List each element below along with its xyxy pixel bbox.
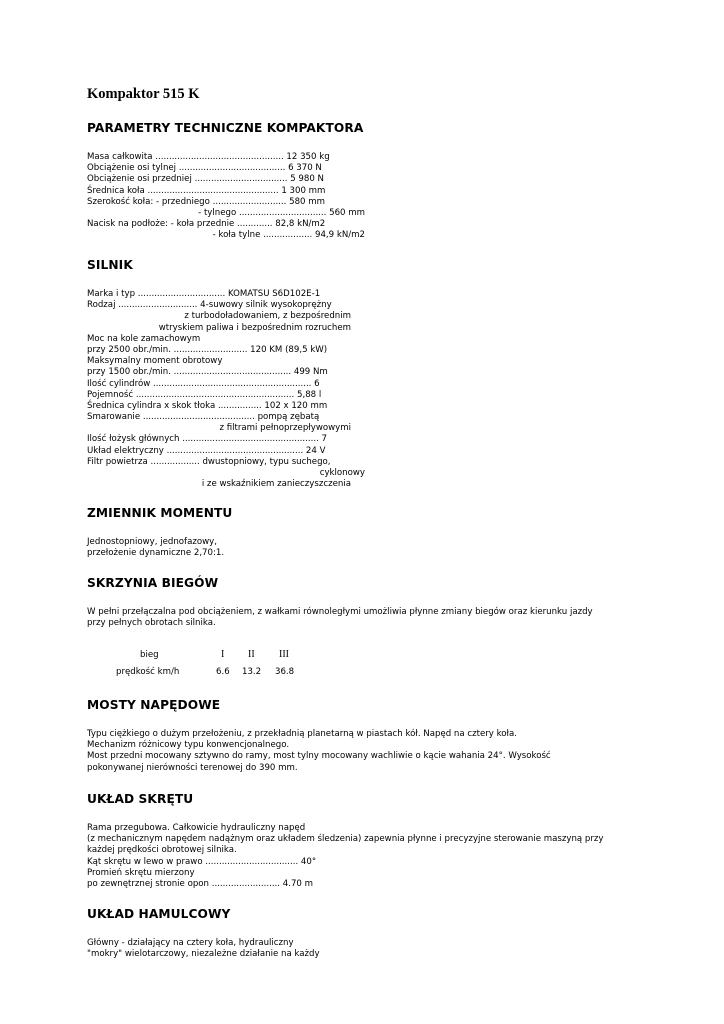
section-heading-silnik: SILNIK bbox=[87, 258, 133, 272]
text-line: Kąt skrętu w lewo w prawo .................................. 40° bbox=[87, 856, 317, 867]
spec-line: przy 1500 obr./min. ........................................... 499 Nm bbox=[87, 367, 328, 378]
spec-line: Obciążenie osi przedniej .................................. 5 980 N bbox=[87, 174, 324, 185]
text-line: Mechanizm różnicowy typu konwencjonalnego. bbox=[87, 740, 290, 751]
section-heading-mosty: MOSTY NAPĘDOWE bbox=[87, 698, 221, 712]
spec-line: Ilość łożysk głównych .................................................. 7 bbox=[87, 434, 327, 445]
spec-line: Smarowanie ......................................... pompą zębatą bbox=[87, 412, 320, 423]
text-line: (z mechanicznym napędem nadążnym oraz układem śledzenia) zapewnia płynne i precyzyjne sterowanie maszyną przy bbox=[87, 834, 604, 845]
spec-line: Moc na kole zamachowym bbox=[87, 333, 201, 344]
spec-line: Rodzaj ............................. 4-suwowy silnik wysokoprężny bbox=[87, 300, 332, 311]
paragraph-hamulce bbox=[87, 938, 639, 960]
spec-list-silnik bbox=[87, 289, 365, 490]
text-line: po zewnętrznej stronie opon ......................... 4.70 m bbox=[87, 878, 313, 889]
section-heading-parametry: PARAMETRY TECHNICZNE KOMPAKTORA bbox=[87, 121, 364, 135]
spec-line: wtryskiem paliwa i bezpośrednim rozruchem bbox=[158, 322, 351, 333]
spec-line: Układ elektryczny .................................................. 24 V bbox=[87, 445, 326, 456]
spec-line: Średnica cylindra x skok tłoka ................ 102 x 120 mm bbox=[87, 400, 328, 411]
page-title: Kompaktor 515 K bbox=[87, 86, 200, 102]
spec-line: Maksymalny moment obrotowy bbox=[87, 356, 223, 367]
gear-cell: I bbox=[221, 649, 225, 660]
paragraph-mosty bbox=[87, 729, 639, 774]
gear-row-label: bieg bbox=[140, 650, 159, 660]
text-line: Most przedni mocowany sztywno do ramy, most tylny mocowany wachliwie o kącie wahania 24°. Wysokość bbox=[87, 751, 551, 762]
text-line: przy pełnych obrotach silnika. bbox=[87, 618, 216, 629]
spec-line: Pojemność .......................................................... 5,88 l bbox=[87, 389, 322, 400]
spec-line: - tylnego ................................ 560 mm bbox=[198, 207, 365, 218]
speed-cell: 13.2 bbox=[242, 667, 262, 677]
text-line: Jednostopniowy, jednofazowy, bbox=[87, 537, 217, 547]
spec-list-parametry bbox=[87, 152, 365, 242]
spec-line: Nacisk na podłoże: - koła przednie ............. 82,8 kN/m2 bbox=[87, 219, 326, 230]
spec-line: Ilość cylindrów .......................................................... 6 bbox=[87, 378, 320, 389]
spec-line: Obciążenie osi tylnej ....................................... 6 370 N bbox=[87, 163, 322, 174]
paragraph-skret bbox=[87, 823, 639, 890]
spec-line: z filtrami pełnoprzepływowymi bbox=[219, 423, 351, 434]
spec-line: Szerokość koła: - przedniego ........................... 580 mm bbox=[87, 196, 325, 207]
paragraph-skrzynia bbox=[87, 607, 639, 629]
spec-line: Filtr powietrza .................. dwustopniowy, typu suchego, bbox=[87, 456, 331, 467]
speed-cell: 36.8 bbox=[275, 667, 295, 677]
paragraph-zmiennik bbox=[87, 537, 639, 559]
text-line: W pełni przełączalna pod obciążeniem, z wałkami równoległymi umożliwia płynne zmiany biegów oraz kierunku jazdy bbox=[87, 607, 593, 617]
spec-line: Masa całkowita ............................................... 12 350 kg bbox=[87, 152, 330, 162]
text-line: Rama przegubowa. Całkowicie hydrauliczny napęd bbox=[87, 823, 306, 833]
spec-line: - koła tylne .................. 94,9 kN/m2 bbox=[212, 230, 365, 241]
spec-line: Marka i typ ................................ KOMATSU S6D102E-1 bbox=[87, 289, 321, 299]
text-line: Promień skrętu mierzony bbox=[87, 867, 195, 878]
section-heading-skret: UKŁAD SKRĘTU bbox=[87, 792, 194, 806]
section-heading-zmiennik: ZMIENNIK MOMENTU bbox=[87, 506, 233, 520]
gear-cell: II bbox=[248, 649, 255, 660]
gear-cell: III bbox=[279, 649, 289, 660]
spec-line: z turbodoładowaniem, z bezpośrednim bbox=[184, 311, 351, 322]
text-line: każdej prędkości obrotowej silnika. bbox=[87, 845, 237, 856]
text-line: przełożenie dynamiczne 2,70:1. bbox=[87, 548, 225, 559]
section-heading-hamulce: UKŁAD HAMULCOWY bbox=[87, 907, 231, 921]
speed-row-label: prędkość km/h bbox=[116, 667, 180, 677]
spec-line: przy 2500 obr./min. ........................... 120 KM (89,5 kW) bbox=[87, 344, 328, 355]
speed-cell: 6.6 bbox=[216, 667, 230, 677]
spec-line: i ze wskaźnikiem zanieczyszczenia bbox=[201, 479, 351, 490]
spec-line: cyklonowy bbox=[319, 468, 365, 478]
section-heading-skrzynia: SKRZYNIA BIEGÓW bbox=[87, 576, 219, 590]
text-line: pokonywanej nierówności terenowej do 390 mm. bbox=[87, 762, 298, 773]
text-line: "mokry" wielotarczowy, niezależne działanie na każdy bbox=[87, 949, 320, 960]
text-line: Główny - działający na cztery koła, hydrauliczny bbox=[87, 938, 294, 948]
spec-line: Średnica koła ................................................ 1 300 mm bbox=[87, 185, 326, 196]
text-line: Typu ciężkiego o dużym przełożeniu, z przekładnią planetarną w piastach kół. Napęd na cztery koła. bbox=[87, 729, 517, 739]
